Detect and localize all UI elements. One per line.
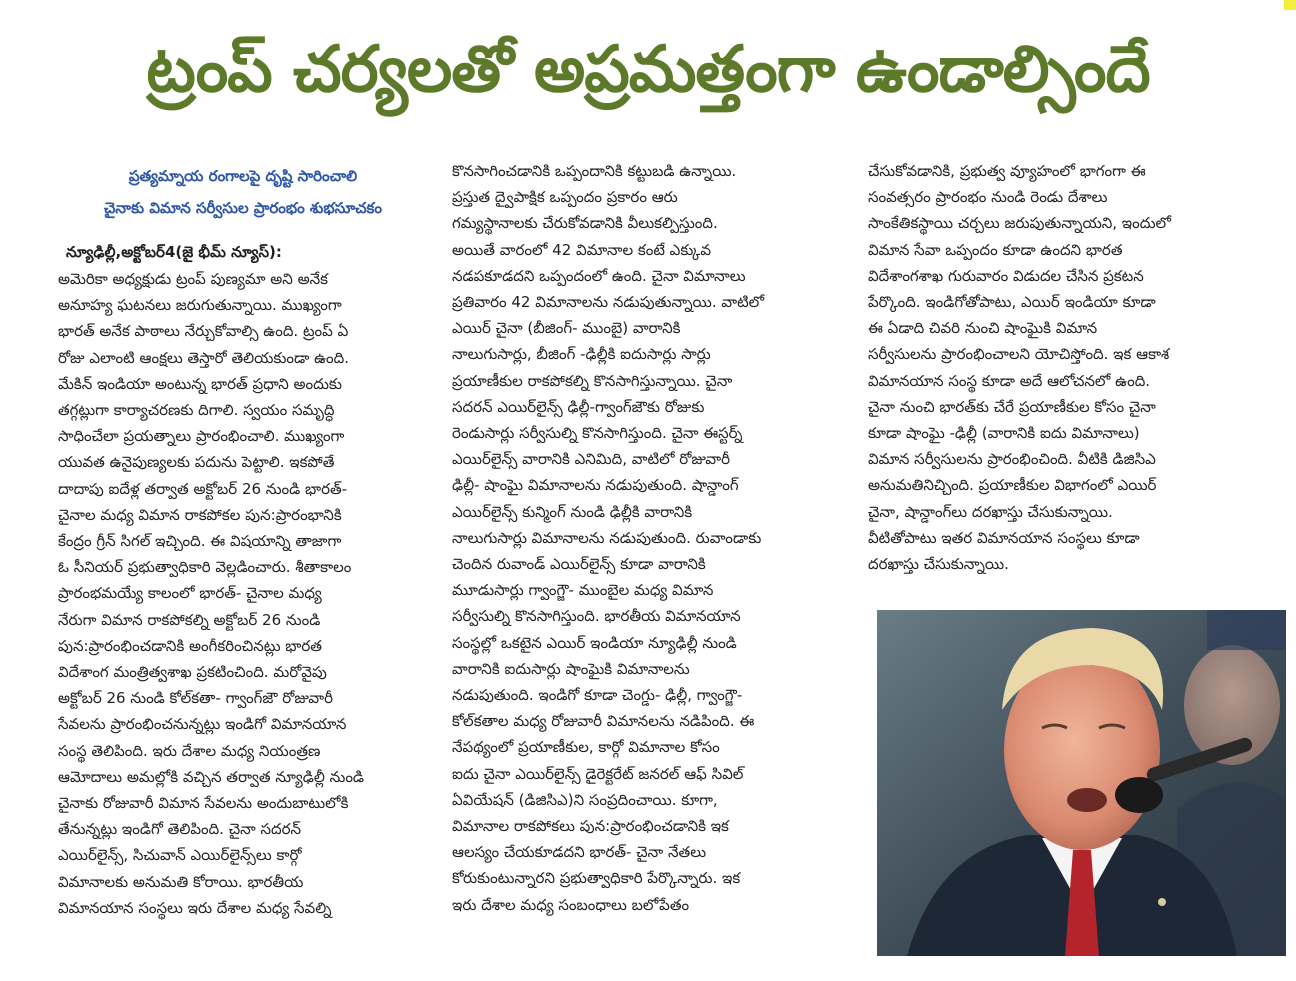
column-2-text-line: మూడుసార్లు గ్వాంగ్జౌ- ముంబైల మధ్య విమాన	[452, 581, 714, 600]
column-2-text-line: ఆలస్యం చేయకూడదని భారత్- చైనా నేతలు	[452, 843, 707, 862]
column-2-text-line: నేపథ్యంలో ప్రయాణీకుల, కార్గో విమానాల కోసం	[452, 738, 720, 757]
column-1-text-line: దాదాపు ఐదేళ్ల తర్వాత అక్టోబర్ 26 నుండి భారత్-	[58, 479, 348, 498]
column-3-text-line: విమానయాన సంస్థ కూడా అదే ఆలోచనలో ఉంది.	[868, 371, 1151, 390]
column-1-text-line: అక్టోబర్ 26 నుండి కోల్‌కతా- గ్వాంగ్‌జౌ రోజువారీ	[58, 689, 333, 708]
column-2-text-line: ఐదు చైనా ఎయిర్‌లైన్స్ డైరెక్టరేట్ జనరల్ ఆఫ్ సివిల్	[452, 764, 744, 783]
column-1-text-line: కేంద్రం గ్రీన్ సిగల్ ఇచ్చింది. ఈ విషయాన్ని తాజాగా	[58, 532, 342, 551]
column-1-text-line: రోజు ఎలాంటి ఆంక్షలు తెస్తారో తెలియకుండా ఉంది.	[58, 348, 350, 367]
column-3-text-line: చైనా, షాన్డాంగ్‌లు దరఖాస్తు చేసుకున్నాయి.	[868, 502, 1113, 521]
column-3-text-line: విమాన సర్వీసులను ప్రారంభించింది. వీటికి డిజిసిఎ	[868, 450, 1156, 469]
column-1-text-line: తగ్గట్లుగా కార్యాచరణకు దిగాలి. స్వయం సమృద్ధి	[58, 401, 335, 420]
column-2-text-line: నడపకూడదని ఒప్పందంలో ఉంది. చైనా విమానాలు	[452, 266, 746, 285]
column-2-text-line: నాలుగుసార్లు, బీజింగ్ -ఢిల్లీకి ఐదుసార్లు సార్లు	[452, 345, 711, 364]
column-2-text-line: వారానికి ఐదుసార్లు షాంఘైకి విమానాలను	[452, 659, 690, 678]
column-2-text-line: నాలుగుసార్లు విమానాలను నడుపుతుంది. రువాండాకు	[452, 528, 762, 547]
column-1-text-line: ఎయిర్‌లైన్స్, సిచువాన్ ఎయిర్‌లైన్స్‌లు కార్గో	[58, 846, 302, 865]
column-2-text-line: నడుపుతుంది. ఇండిగో కూడా చెంగ్డు- ఢిల్లీ, గ్వాంగ్జౌ-	[452, 686, 743, 705]
column-3-text-line: వీటితోపాటు ఇతర విమానయాన సంస్థలు కూడా	[868, 528, 1140, 547]
column-1-text-line: ఓ సీనియర్ ప్రభుత్వాధికారి వెల్లడించారు. శీతాకాలం	[58, 558, 352, 577]
column-2-text-line: ఇరు దేశాల మధ్య సంబంధాలు బలోపేతం	[452, 895, 690, 914]
article-column-1	[58, 160, 428, 921]
column-2-text-line: ఎయిర్‌లైన్స్ కున్మింగ్ నుండి ఢిల్లీకి వారానికి	[452, 502, 693, 521]
column-1-text-line: తేనున్నట్లు ఇండిగో తెలిపింది. చైనా సదరన్	[58, 820, 302, 839]
column-1-text-line: అనూహ్య ఘటనలు జరుగుతున్నాయి. ముఖ్యంగా	[58, 296, 342, 315]
column-2-text-line: రెండుసార్లు సర్వీసుల్ని కొనసాగిస్తుంది. చైనా ఈస్టర్న్	[452, 424, 743, 443]
subhead-2: చైనాకు విమాన సర్వీసుల ప్రారంభం శుభసూచకం	[104, 199, 382, 217]
trump-photo	[877, 610, 1286, 956]
column-2-text-line: ఎయిర్‌లైన్స్ వారానికి ఎనిమిది, వాటిలో రోజువారీ	[452, 450, 730, 469]
column-3-text-line: కూడా షాంఘై -ఢిల్లీ (వారానికి ఐదు విమానాలు)	[868, 424, 1140, 443]
column-2-text-line: కోరుకుంటున్నారని ప్రభుత్వాధికారి పేర్కొన్నారు. ఇక	[452, 869, 741, 888]
article-column-2	[452, 158, 852, 918]
column-1-text-line: ఆమోదాలు అమల్లోకి వచ్చిన తర్వాత న్యూఢిల్లీ నుండి	[58, 767, 365, 786]
column-2-text-line: ఎయిర్ చైనా (బీజింగ్- ముంబై) వారానికి	[452, 319, 681, 338]
column-2-text-line: అయితే వారంలో 42 విమానాల కంటే ఎక్కువ	[452, 240, 712, 259]
column-3-text-line: విదేశాంగశాఖ గురువారం విడుదల చేసిన ప్రకటన	[868, 266, 1144, 285]
column-3-body	[868, 158, 1278, 577]
column-3-text-line: సాంకేతికస్థాయి చర్చలు జరుపుతున్నాయని, ఇందులో	[868, 214, 1171, 233]
corner-accent	[1284, 0, 1296, 10]
column-1-text-line: విమానయాన సంస్థలు ఇరు దేశాల మధ్య సేవల్ని	[58, 898, 332, 917]
column-2-text-line: చెందిన రువాండ్ ఎయిర్‌లైన్స్ కూడా వారానికి	[452, 555, 706, 574]
article-column-3	[868, 158, 1278, 577]
subheads	[58, 160, 428, 224]
column-1-text-line: విమానాలకు అనుమతి కోరాయి. భారతీయ	[58, 872, 304, 891]
column-2-text-line: ఏవియేషన్ (డిజిసిఎ)ని సంప్రదించాయి. కూగా,	[452, 790, 718, 809]
column-2-text-line: ప్రతివారం 42 విమానాలను నడుపుతున్నాయి. వాటిలో	[452, 293, 765, 312]
column-1-text-line: యువత ఉనైపుణ్యలకు పదును పెట్టాలి. ఇకపోతే	[58, 453, 335, 472]
column-2-text-line: విమానాల రాకపోకలు పున:ప్రారంభించడానికి ఇక	[452, 817, 729, 836]
column-3-text-line: దరఖాస్తు చేసుకున్నాయి.	[868, 555, 1009, 574]
column-3-text-line: పేర్కొంది. ఇండిగోతోపాటు, ఎయిర్ ఇండియా కూడా	[868, 293, 1156, 312]
column-2-text-line: ప్రస్తుత ద్వైపాక్షిక ఒప్పందం ప్రకారం ఆరు	[452, 188, 678, 207]
column-1-text-line: పున:ప్రారంభించడానికి అంగీకరించినట్లు భారత	[58, 636, 322, 655]
column-2-text-line: సదరన్ ఎయిర్‌లైన్స్ ఢిల్లీ-గ్వాంగ్‌జౌకు రోజుకు	[452, 397, 705, 416]
column-1-text-line: చైనాల మధ్య విమాన రాకపోకల పున:ప్రారంభానికి	[58, 505, 342, 524]
column-2-body	[452, 158, 852, 918]
column-3-text-line: విమాన సేవా ఒప్పందం కూడా ఉందని భారత	[868, 240, 1123, 259]
column-1-text-line: సంస్థ తెలిపింది. ఇరు దేశాల మధ్య నియంత్రణ	[58, 741, 321, 760]
column-1-text-line: సాధించేలా ప్రయత్నాలు ప్రారంభించాలి. ముఖ్యంగా	[58, 427, 345, 446]
subhead-1: ప్రత్యమ్నాయ రంగాలపై దృష్టి సారించాలి	[128, 167, 358, 185]
column-1-text-line: చైనాకు రోజువారీ విమాన సేవలను అందుబాటులోకి	[58, 794, 349, 813]
column-1-body	[58, 266, 428, 921]
dateline: న్యూఢిల్లీ,అక్టోబర్4(జై భీమ్ న్యూస్):	[66, 243, 282, 261]
column-2-text-line: సర్వీసుల్ని కొనసాగిస్తుంది. భారతీయ విమానయాన	[452, 607, 741, 626]
column-2-text-line: సంస్థల్లో ఒకటైన ఎయిర్ ఇండియా న్యూఢిల్లీ నుండి	[452, 633, 737, 652]
column-2-text-line: కోల్‌కతాల మధ్య రోజువారీ విమానలను నడిపింది. ఈ	[452, 712, 755, 731]
column-3-text-line: ఈ ఏడాది చివరి నుంచి షాంఘైకి విమాన	[868, 319, 1098, 338]
column-1-text-line: నేరుగా విమాన రాకపోకల్ని అక్టోబర్ 26 నుండి	[58, 610, 321, 629]
column-1-text-line: మేకిన్ ఇండియా అంటున్న భారత్ ప్రధాని అందుకు	[58, 374, 342, 393]
column-1-text-line: భారత్ అనేక పాఠాలు నేర్చుకోవాల్సి ఉంది. ట్రంప్ ఏ	[58, 322, 349, 341]
column-3-text-line: చేసుకోవడానికి, ప్రభుత్వ వ్యూహంలో భాగంగా ఈ	[868, 162, 1146, 180]
headline: ట్రంప్ చర్యలతో అప్రమత్తంగా ఉండాల్సిందే	[146, 33, 1150, 107]
column-3-text-line: సర్వీసులను ప్రారంభించాలని యోచిస్తోంది. ఇక ఆకాశ	[868, 345, 1170, 364]
column-1-text-line: విదేశాంగ మంత్రిత్వశాఖ ప్రకటించింది. మరోవైపు	[58, 663, 327, 682]
column-2-text-line: కొనసాగించడానికి ఒప్పందానికి కట్టుబడి ఉన్నాయి.	[452, 162, 737, 180]
column-2-text-line: గమ్యస్థానాలకు చేరుకోవడానికి వీలుకల్పిస్తుంది.	[452, 214, 718, 233]
column-3-text-line: సంవత్సరం ప్రారంభం నుండి రెండు దేశాలు	[868, 188, 1108, 207]
column-1-text-line: ప్రారంభమయ్యే కాలంలో భారత్- చైనాల మధ్య	[58, 584, 322, 603]
column-2-text-line: ఢిల్లీ- షాంఘై విమానాలను నడుపుతుంది. షాన్డాంగ్	[452, 476, 739, 495]
column-1-text-line: సేవలను ప్రారంభించనున్నట్లు ఇండిగో విమానయాన	[58, 715, 347, 734]
column-3-text-line: అనుమతినిచ్చింది. ప్రయాణీకుల విభాగంలో ఎయిర్	[868, 476, 1157, 495]
column-3-text-line: చైనా నుంచి భారత్‌కు చేరే ప్రయాణీకుల కోసం చైనా	[868, 397, 1156, 416]
column-1-text-line: అమెరికా అధ్యక్షుడు ట్రంప్ పుణ్యమా అని అనేక	[58, 270, 328, 288]
column-2-text-line: ప్రయాణీకుల రాకపోకల్ని కొనసాగిస్తున్నాయి. చైనా	[452, 371, 733, 390]
